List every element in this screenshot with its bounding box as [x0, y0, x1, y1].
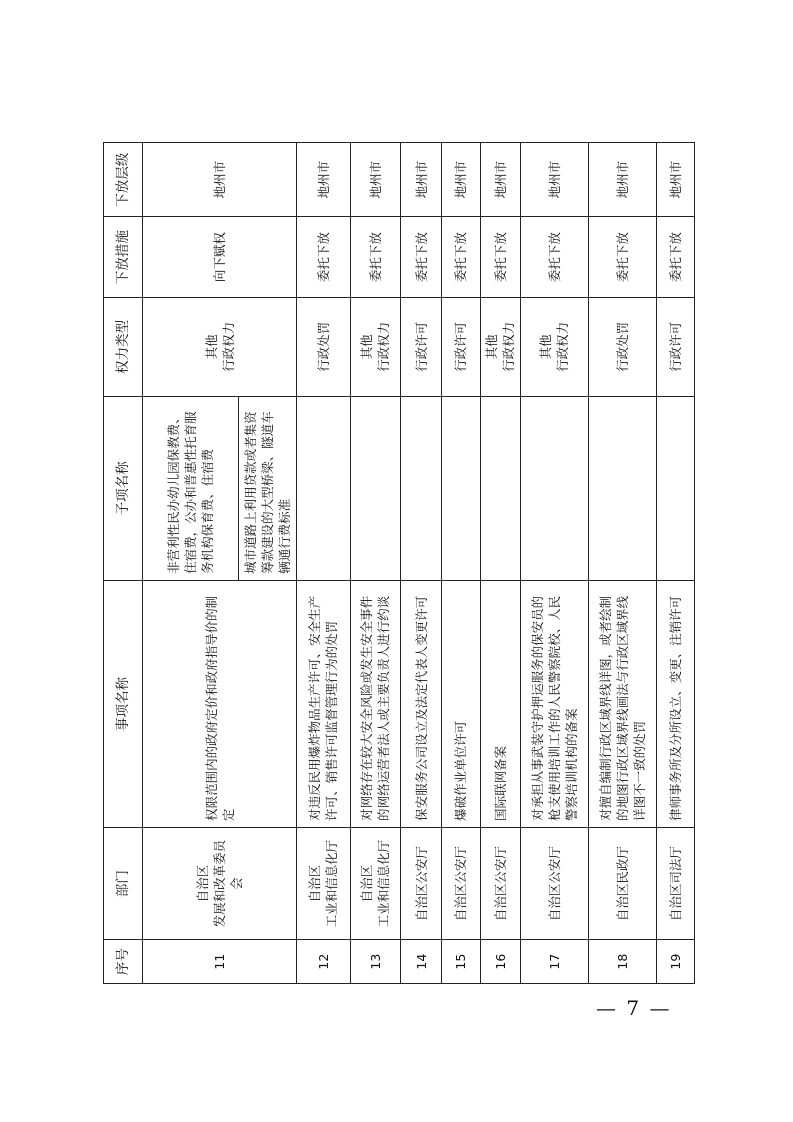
row-dept: 自治区公安厅: [520, 827, 588, 939]
row-dept-text: 自治区 发展和改革委员会: [195, 839, 245, 928]
row-subitem: [442, 396, 480, 580]
row-type-text: 其他 行政权力: [484, 321, 517, 372]
row-measure: 委托下放: [297, 217, 351, 298]
row-measure: 委托下放: [656, 217, 694, 298]
row-measure: 委托下放: [401, 217, 442, 298]
row-dept: 自治区公安厅: [480, 827, 520, 939]
row-subitem: [401, 396, 442, 580]
row-no: 17: [520, 940, 588, 984]
header-measure: 下放措施: [104, 217, 143, 298]
header-level: 下放层级: [104, 143, 143, 217]
row-item: 对网络存在较大安全风险或发生安全事件的网络运营者法人或主要负责人进行约谈: [350, 580, 401, 827]
row-dept: 自治区公安厅: [401, 827, 442, 939]
row-type: 行政许可: [442, 297, 480, 396]
table-row: [588, 143, 656, 984]
header-item: 事项名称: [104, 580, 143, 827]
row-no: 18: [588, 940, 656, 984]
row-type: [520, 297, 588, 396]
row-no: 16: [480, 940, 520, 984]
row-dept: 自治区司法厅: [656, 827, 694, 939]
row-level: 地州市: [143, 143, 297, 217]
row-dept: 自治区公安厅: [442, 827, 480, 939]
table-row: [350, 143, 401, 984]
row-type-text: 其他 行政权力: [359, 321, 392, 372]
row-level: 地州市: [588, 143, 656, 217]
row-subitems: [143, 396, 297, 580]
row-level: 地州市: [401, 143, 442, 217]
table-row: [520, 143, 588, 984]
row-item: 保安服务公司设立及法定代表人变更许可: [401, 580, 442, 827]
row-type: 行政处罚: [588, 297, 656, 396]
row-item: 爆破作业单位许可: [442, 580, 480, 827]
table-row: [401, 143, 442, 984]
delegation-table: [103, 142, 695, 984]
row-no: 13: [350, 940, 401, 984]
row-dept-text: 自治区 工业和信息化厅: [307, 839, 340, 928]
row-measure: 委托下放: [350, 217, 401, 298]
row-item: 权限范围内的政府定价和政府指导价的制定: [143, 580, 297, 827]
table-row: [480, 143, 520, 984]
row-level: 地州市: [442, 143, 480, 217]
row-level: 地州市: [350, 143, 401, 217]
row-level: 地州市: [480, 143, 520, 217]
row-type: [297, 297, 351, 396]
row-type: [350, 297, 401, 396]
row-item: 律师事务所及分所设立、变更、注销许可: [656, 580, 694, 827]
header-dept: 部门: [104, 827, 143, 939]
row-dept: 自治区民政厅: [588, 827, 656, 939]
row-subitem: [656, 396, 694, 580]
subitem-cell: 城市道路上利用贷款或者集资筹款建设的大型桥梁、隧道车辆通行费标准: [239, 397, 296, 580]
row-measure: 向下赋权: [143, 217, 297, 298]
row-measure: 委托下放: [442, 217, 480, 298]
page-number: — 7 —: [596, 996, 672, 1020]
table-row: [656, 143, 694, 984]
row-type-text: 其他 行政权力: [203, 321, 236, 372]
row-subitem: [520, 396, 588, 580]
row-no: 15: [442, 940, 480, 984]
row-subitem: [588, 396, 656, 580]
row-measure: 委托下放: [520, 217, 588, 298]
row-level: 地州市: [656, 143, 694, 217]
table-row: [297, 143, 351, 984]
row-type: 行政许可: [656, 297, 694, 396]
row-no: 12: [297, 940, 351, 984]
row-item: 国际联网备案: [480, 580, 520, 827]
row-no: 11: [143, 940, 297, 984]
row-dept: [143, 827, 297, 939]
row-type: [480, 297, 520, 396]
header-type: 权力类型: [104, 297, 143, 396]
row-subitem: [480, 396, 520, 580]
row-dept: [350, 827, 401, 939]
row-item: 对擅自编制行政区域界线详图，或者绘制的地图行政区域界线画法与行政区域界线详图不一致的处罚: [588, 580, 656, 827]
row-subitem: [350, 396, 401, 580]
row-level: 地州市: [297, 143, 351, 217]
row-dept: [297, 827, 351, 939]
row-measure: 委托下放: [480, 217, 520, 298]
row-subitem: [297, 396, 351, 580]
row-type-text: 行政处罚: [315, 321, 331, 372]
row-no: 14: [401, 940, 442, 984]
subitem-cell: 非营利性民办幼儿园保教费、住宿费，公办和普惠性托育服务机构保育费、住宿费: [166, 411, 216, 574]
row-type: [143, 297, 297, 396]
row-no: 19: [656, 940, 694, 984]
rotated-table-container: [103, 142, 695, 984]
row-measure: 委托下放: [588, 217, 656, 298]
table-row: [143, 143, 297, 984]
header-subitem: 子项名称: [104, 396, 143, 580]
row-level: 地州市: [520, 143, 588, 217]
row-dept-text: 自治区 工业和信息化厅: [359, 839, 392, 928]
header-row: [104, 143, 143, 984]
row-type: 行政许可: [401, 297, 442, 396]
row-item: 对违反民用爆炸物品生产许可、安全生产许可、销售许可监督管理行为的处罚: [297, 580, 351, 827]
table-row: [442, 143, 480, 984]
row-type-text: 其他 行政权力: [538, 321, 571, 372]
row-item: 对承担从事武装守护押运服务的保安员的枪支使用培训工作的人民警察院校、人民警察培训机构的备案: [520, 580, 588, 827]
header-no: 序号: [104, 940, 143, 984]
